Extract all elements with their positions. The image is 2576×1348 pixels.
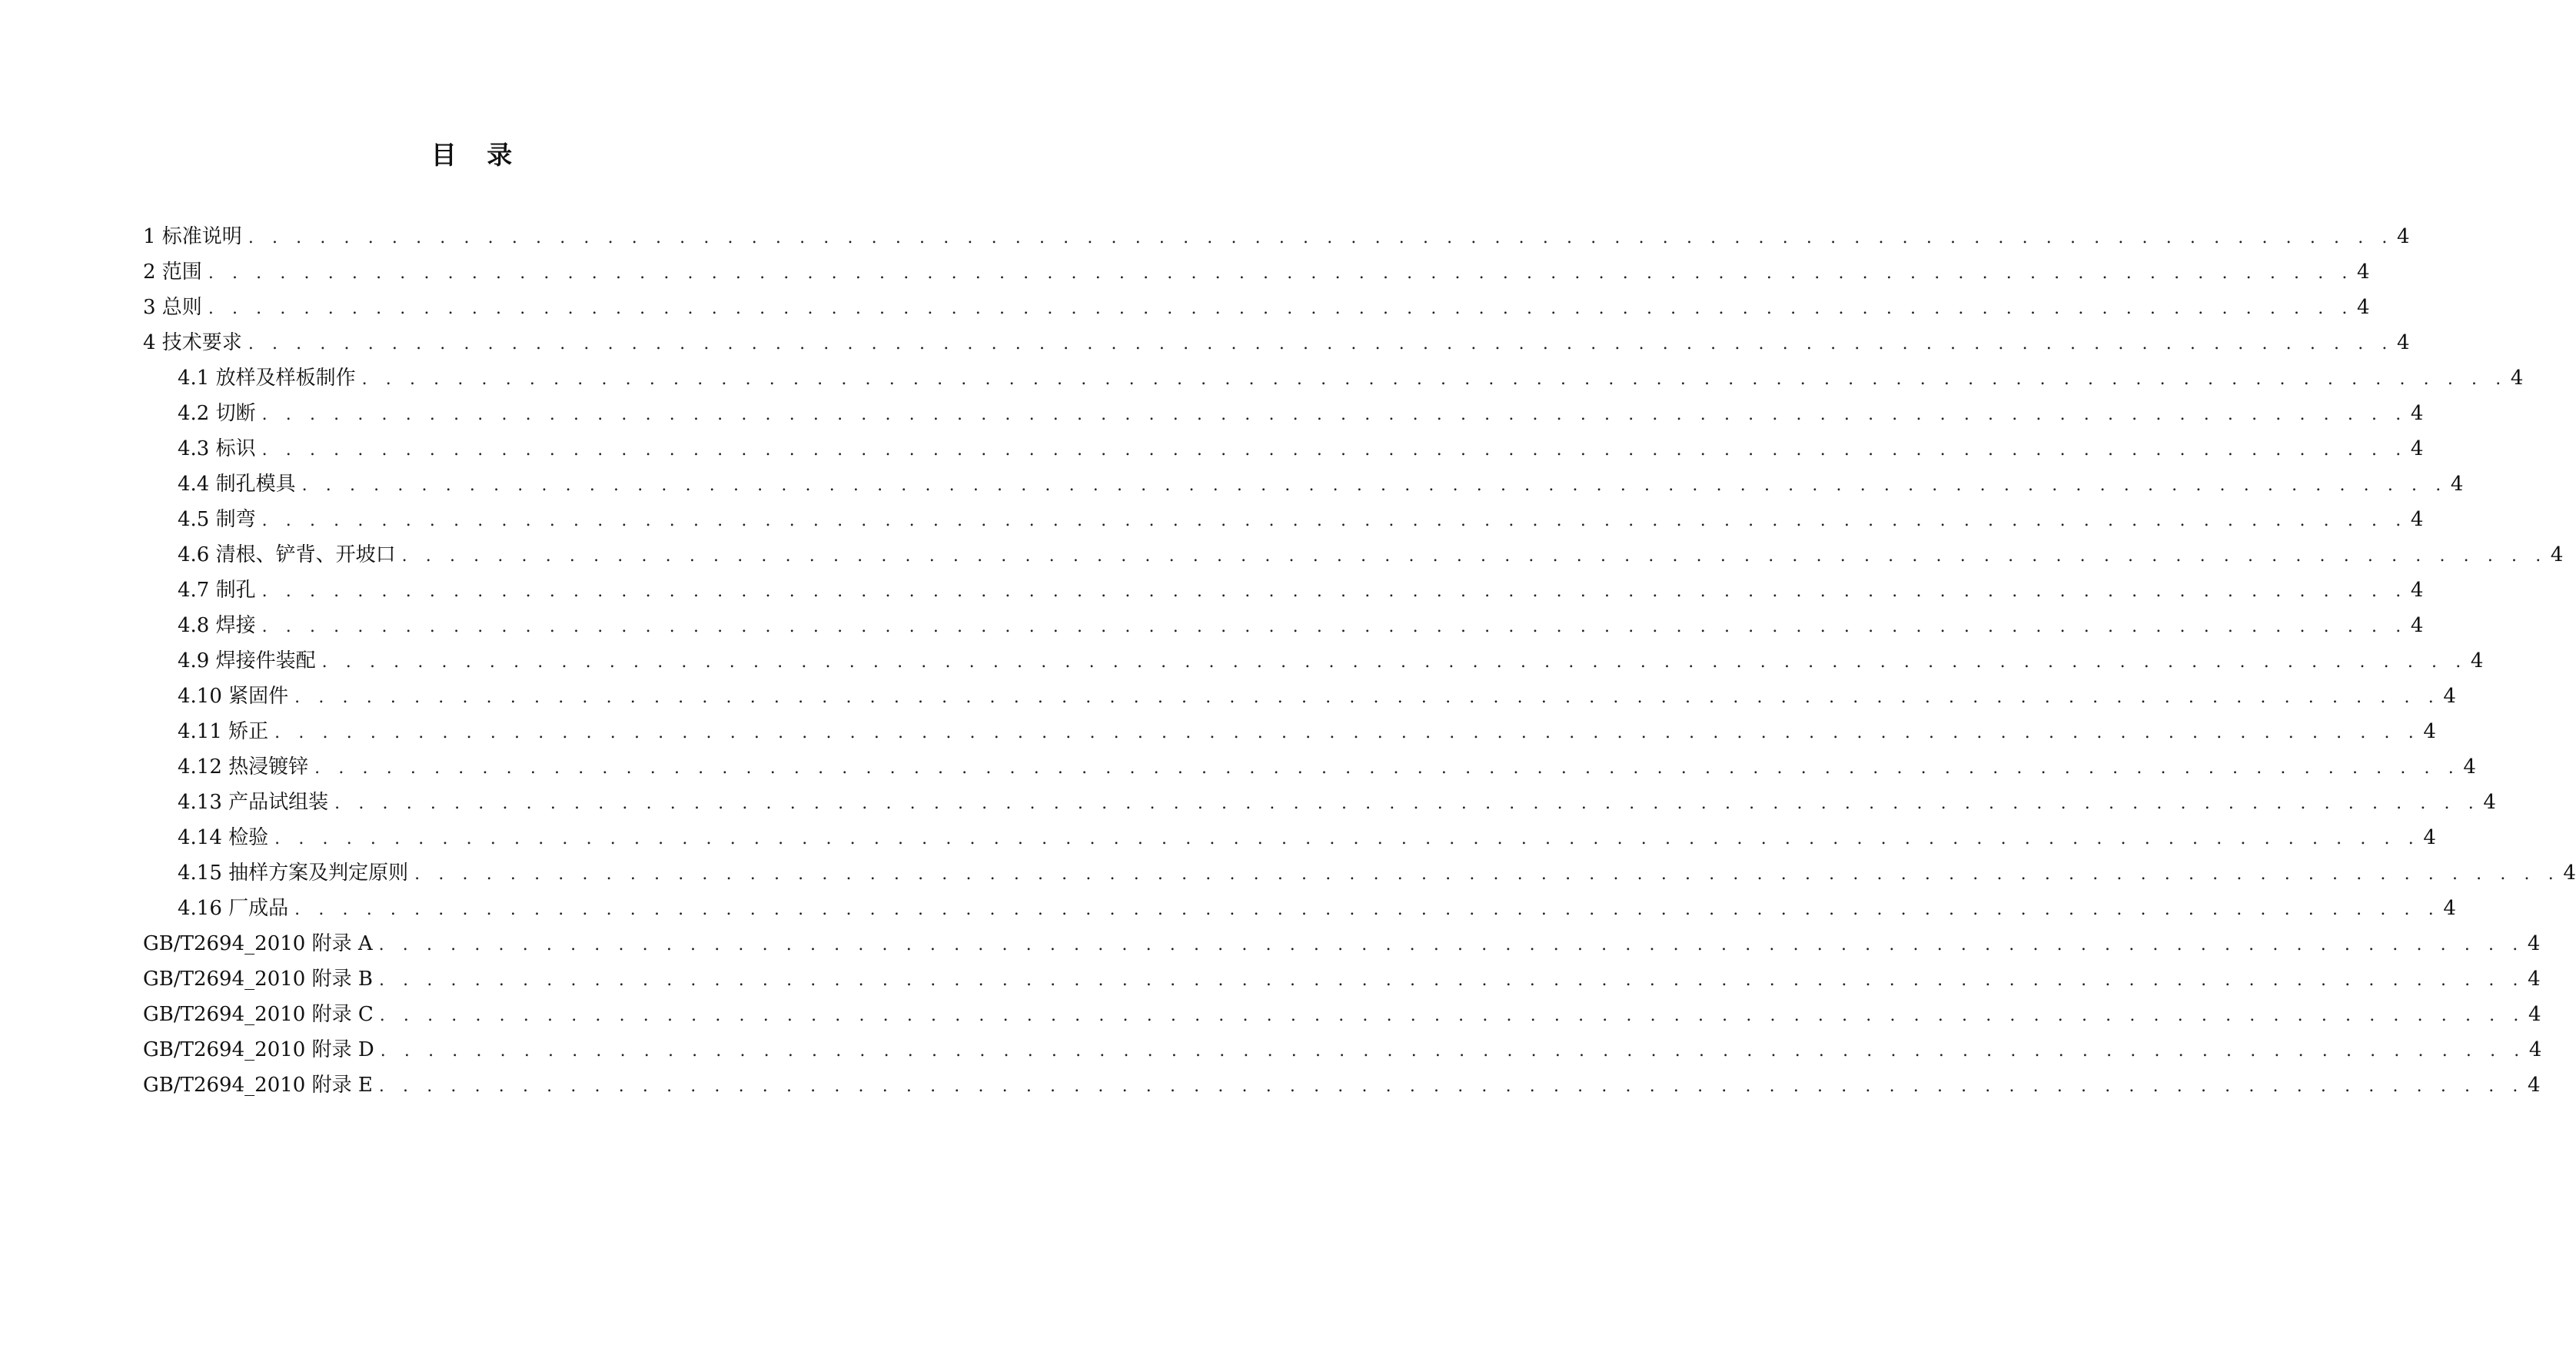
toc-dot-leader: . . . . . . . . . . . . . . . . . . . . . . . . . . . . . . . . . . . . . . . . . . . . . . . . . . . . . . . . . . . . . . . . . . . . . . . . . . . . . . . . . . . . . . . . . . <box>314 759 2461 778</box>
toc-dot-leader: . . . . . . . . . . . . . . . . . . . . . . . . . . . . . . . . . . . . . . . . . . . . . . . . . . . . . . . . . . . . . . . . . . . . . . . . . . . . . . . . . . . . . . . . . . <box>301 476 2448 495</box>
toc-entry-page-number: 4 <box>2443 685 2456 708</box>
toc-entry-label: 3 总则 <box>143 296 202 319</box>
toc-dot-leader: . . . . . . . . . . . . . . . . . . . . . . . . . . . . . . . . . . . . . . . . . . . . . . . . . . . . . . . . . . . . . . . . . . . . . . . . . . . . . . . . . . . . . . . . . . <box>378 971 2525 990</box>
toc-dot-leader: . . . . . . . . . . . . . . . . . . . . . . . . . . . . . . . . . . . . . . . . . . . . . . . . . . . . . . . . . . . . . . . . . . . . . . . . . . . . . . . . . . . . . . . . . . <box>261 582 2408 601</box>
toc-entry[interactable] <box>143 855 2576 891</box>
toc-entry[interactable] <box>143 714 2436 749</box>
toc-entry-label: GB/T2694_2010 附录 A <box>143 932 373 955</box>
toc-entry-label: 1 标准说明 <box>143 225 242 248</box>
toc-entry-page-number: 4 <box>2357 261 2370 284</box>
toc-entry[interactable] <box>143 785 2496 820</box>
toc-entry-page-number: 4 <box>2550 543 2564 566</box>
toc-dot-leader: . . . . . . . . . . . . . . . . . . . . . . . . . . . . . . . . . . . . . . . . . . . . . . . . . . . . . . . . . . . . . . . . . . . . . . . . . . . . . . . . . . . . . . . . . . <box>261 617 2408 636</box>
toc-entry[interactable] <box>143 219 2410 254</box>
toc-dot-leader: . . . . . . . . . . . . . . . . . . . . . . . . . . . . . . . . . . . . . . . . . . . . . . . . . . . . . . . . . . . . . . . . . . . . . . . . . . . . . . . . . . . . . . . . . . <box>274 723 2421 742</box>
toc-entry-page-number: 4 <box>2397 331 2410 354</box>
toc-dot-leader: . . . . . . . . . . . . . . . . . . . . . . . . . . . . . . . . . . . . . . . . . . . . . . . . . . . . . . . . . . . . . . . . . . . . . . . . . . . . . . . . . . . . . . . . . . <box>261 440 2408 460</box>
toc-entry-page-number: 4 <box>2410 508 2424 531</box>
toc-entry[interactable] <box>143 820 2436 855</box>
toc-entry[interactable] <box>143 1067 2541 1103</box>
toc-entry[interactable] <box>143 926 2541 961</box>
toc-entry-page-number: 4 <box>2470 649 2484 672</box>
toc-entry[interactable] <box>143 749 2476 785</box>
toc-dot-leader: . . . . . . . . . . . . . . . . . . . . . . . . . . . . . . . . . . . . . . . . . . . . . . . . . . . . . . . . . . . . . . . . . . . . . . . . . . . . . . . . . . . . . . . . . . <box>321 652 2468 672</box>
toc-entry-label: 4.6 清根、铲背、开坡口 <box>178 543 396 566</box>
toc-dot-leader: . . . . . . . . . . . . . . . . . . . . . . . . . . . . . . . . . . . . . . . . . . . . . . . . . . . . . . . . . . . . . . . . . . . . . . . . . . . . . . . . . . . . . . . . . . <box>378 935 2524 955</box>
toc-entry-page-number: 4 <box>2528 1038 2542 1061</box>
toc-dot-leader: . . . . . . . . . . . . . . . . . . . . . . . . . . . . . . . . . . . . . . . . . . . . . . . . . . . . . . . . . . . . . . . . . . . . . . . . . . . . . . . . . . . . . . . . . . <box>401 546 2548 566</box>
toc-entry-page-number: 4 <box>2510 367 2524 390</box>
toc-entry-label: 4.11 矫正 <box>178 720 269 743</box>
toc-entry[interactable] <box>143 360 2524 396</box>
toc-entry-label: 4.4 制孔模具 <box>178 473 296 496</box>
toc-entry-label: 4.15 抽样方案及判定原则 <box>178 862 409 885</box>
toc-dot-leader: . . . . . . . . . . . . . . . . . . . . . . . . . . . . . . . . . . . . . . . . . . . . . . . . . . . . . . . . . . . . . . . . . . . . . . . . . . . . . . . . . . . . . . . . . . <box>248 228 2394 247</box>
toc-entry[interactable] <box>143 961 2541 997</box>
toc-entry-label: GB/T2694_2010 附录 D <box>143 1038 374 1061</box>
toc-list <box>143 219 2576 1103</box>
toc-dot-leader: . . . . . . . . . . . . . . . . . . . . . . . . . . . . . . . . . . . . . . . . . . . . . . . . . . . . . . . . . . . . . . . . . . . . . . . . . . . . . . . . . . . . . . . . . . <box>261 405 2408 424</box>
toc-dot-leader: . . . . . . . . . . . . . . . . . . . . . . . . . . . . . . . . . . . . . . . . . . . . . . . . . . . . . . . . . . . . . . . . . . . . . . . . . . . . . . . . . . . . . . . . . . <box>208 299 2354 318</box>
toc-entry[interactable] <box>143 1032 2542 1067</box>
toc-entry[interactable] <box>143 431 2424 466</box>
toc-title: 目 录 <box>430 140 524 171</box>
toc-entry-label: 4.10 紧固件 <box>178 685 289 708</box>
toc-dot-leader: . . . . . . . . . . . . . . . . . . . . . . . . . . . . . . . . . . . . . . . . . . . . . . . . . . . . . . . . . . . . . . . . . . . . . . . . . . . . . . . . . . . . . . . . . . <box>261 511 2408 530</box>
toc-entry-page-number: 4 <box>2483 791 2496 814</box>
toc-entry-page-number: 4 <box>2528 968 2541 991</box>
toc-entry-label: 4.16 厂成品 <box>178 897 289 920</box>
toc-dot-leader: . . . . . . . . . . . . . . . . . . . . . . . . . . . . . . . . . . . . . . . . . . . . . . . . . . . . . . . . . . . . . . . . . . . . . . . . . . . . . . . . . . . . . . . . . . <box>294 900 2441 919</box>
toc-entry[interactable] <box>143 573 2424 608</box>
toc-entry[interactable] <box>143 891 2456 926</box>
toc-dot-leader: . . . . . . . . . . . . . . . . . . . . . . . . . . . . . . . . . . . . . . . . . . . . . . . . . . . . . . . . . . . . . . . . . . . . . . . . . . . . . . . . . . . . . . . . . . <box>294 688 2441 707</box>
toc-entry-label: GB/T2694_2010 附录 B <box>143 968 373 991</box>
toc-entry-page-number: 4 <box>2410 614 2424 637</box>
toc-entry[interactable] <box>143 290 2370 325</box>
toc-entry-page-number: 4 <box>2450 473 2464 496</box>
toc-entry-page-number: 4 <box>2528 1074 2541 1097</box>
toc-entry[interactable] <box>143 396 2424 431</box>
toc-entry-label: 4.14 检验 <box>178 826 269 849</box>
toc-entry-page-number: 4 <box>2410 402 2424 425</box>
toc-entry-label: 4.3 标识 <box>178 437 256 460</box>
toc-entry[interactable] <box>143 643 2484 679</box>
toc-entry-page-number: 4 <box>2528 1003 2541 1026</box>
toc-entry[interactable] <box>143 502 2424 537</box>
toc-entry[interactable] <box>143 254 2370 290</box>
toc-entry-label: 4.13 产品试组装 <box>178 791 329 814</box>
toc-entry-page-number: 4 <box>2563 862 2576 885</box>
toc-entry-label: 4.7 制孔 <box>178 579 256 602</box>
toc-entry[interactable] <box>143 608 2424 643</box>
toc-dot-leader: . . . . . . . . . . . . . . . . . . . . . . . . . . . . . . . . . . . . . . . . . . . . . . . . . . . . . . . . . . . . . . . . . . . . . . . . . . . . . . . . . . . . . . . . . . <box>361 370 2508 389</box>
toc-entry-label: 4.1 放样及样板制作 <box>178 367 356 390</box>
toc-dot-leader: . . . . . . . . . . . . . . . . . . . . . . . . . . . . . . . . . . . . . . . . . . . . . . . . . . . . . . . . . . . . . . . . . . . . . . . . . . . . . . . . . . . . . . . . . . <box>248 334 2394 354</box>
toc-entry[interactable] <box>143 537 2564 573</box>
toc-dot-leader: . . . . . . . . . . . . . . . . . . . . . . . . . . . . . . . . . . . . . . . . . . . . . . . . . . . . . . . . . . . . . . . . . . . . . . . . . . . . . . . . . . . . . . . . . . <box>378 1077 2525 1096</box>
toc-entry-page-number: 4 <box>2357 296 2370 319</box>
toc-entry-page-number: 4 <box>2423 826 2436 849</box>
toc-entry[interactable] <box>143 325 2410 360</box>
toc-entry-label: 4.8 焊接 <box>178 614 256 637</box>
toc-entry-label: 4.2 切断 <box>178 402 256 425</box>
toc-entry-label: 4 技术要求 <box>143 331 242 354</box>
toc-entry-page-number: 4 <box>2410 437 2424 460</box>
toc-dot-leader: . . . . . . . . . . . . . . . . . . . . . . . . . . . . . . . . . . . . . . . . . . . . . . . . . . . . . . . . . . . . . . . . . . . . . . . . . . . . . . . . . . . . . . . . . . <box>274 829 2421 848</box>
toc-dot-leader: . . . . . . . . . . . . . . . . . . . . . . . . . . . . . . . . . . . . . . . . . . . . . . . . . . . . . . . . . . . . . . . . . . . . . . . . . . . . . . . . . . . . . . . . . . <box>334 794 2481 813</box>
toc-entry-page-number: 4 <box>2463 755 2476 779</box>
toc-entry-page-number: 4 <box>2410 579 2424 602</box>
toc-entry-label: 4.5 制弯 <box>178 508 256 531</box>
toc-entry-label: 2 范围 <box>143 261 202 284</box>
toc-entry-label: GB/T2694_2010 附录 E <box>143 1074 373 1097</box>
toc-entry-page-number: 4 <box>2527 932 2541 955</box>
toc-entry-label: GB/T2694_2010 附录 C <box>143 1003 374 1026</box>
toc-entry-label: 4.12 热浸镀锌 <box>178 755 309 779</box>
toc-dot-leader: . . . . . . . . . . . . . . . . . . . . . . . . . . . . . . . . . . . . . . . . . . . . . . . . . . . . . . . . . . . . . . . . . . . . . . . . . . . . . . . . . . . . . . . . . . <box>379 1006 2525 1025</box>
toc-dot-leader: . . . . . . . . . . . . . . . . . . . . . . . . . . . . . . . . . . . . . . . . . . . . . . . . . . . . . . . . . . . . . . . . . . . . . . . . . . . . . . . . . . . . . . . . . . <box>208 264 2354 283</box>
toc-entry-page-number: 4 <box>2397 225 2410 248</box>
toc-entry[interactable] <box>143 679 2456 714</box>
toc-dot-leader: . . . . . . . . . . . . . . . . . . . . . . . . . . . . . . . . . . . . . . . . . . . . . . . . . . . . . . . . . . . . . . . . . . . . . . . . . . . . . . . . . . . . . . . . . . <box>414 865 2561 884</box>
toc-entry[interactable] <box>143 997 2541 1032</box>
toc-dot-leader: . . . . . . . . . . . . . . . . . . . . . . . . . . . . . . . . . . . . . . . . . . . . . . . . . . . . . . . . . . . . . . . . . . . . . . . . . . . . . . . . . . . . . . . . . . <box>380 1041 2526 1061</box>
toc-entry-page-number: 4 <box>2423 720 2436 743</box>
toc-entry-page-number: 4 <box>2443 897 2456 920</box>
toc-entry-label: 4.9 焊接件装配 <box>178 649 316 672</box>
toc-entry[interactable] <box>143 466 2464 502</box>
